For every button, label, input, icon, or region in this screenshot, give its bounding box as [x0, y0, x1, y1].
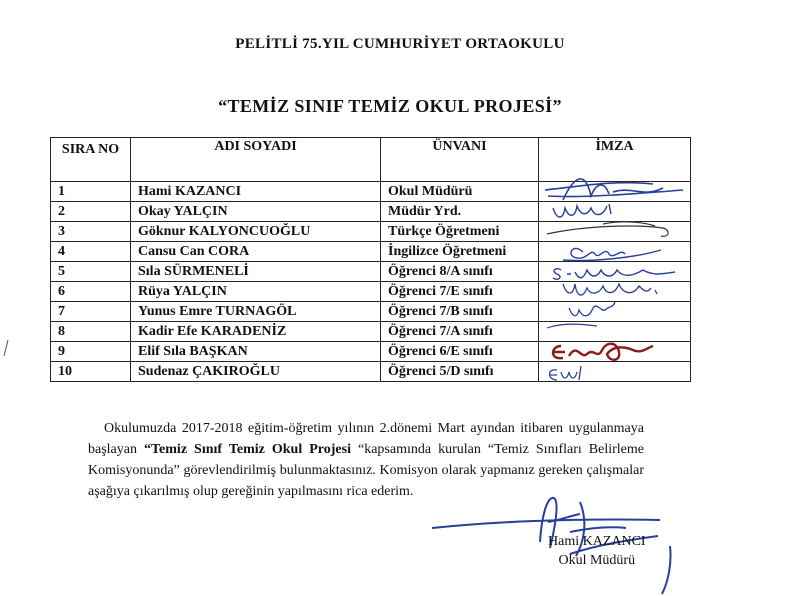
row-title: Türkçe Öğretmeni: [381, 222, 539, 242]
col-header-name: ADI SOYADI: [131, 138, 381, 182]
row-name: Cansu Can CORA: [131, 242, 381, 262]
row-name: Rüya YALÇIN: [131, 282, 381, 302]
col-header-title: ÜNVANI: [381, 138, 539, 182]
project-title: “TEMİZ SINIF TEMİZ OKUL PROJESİ”: [218, 96, 562, 116]
row-name: Göknur KALYONCUOĞLU: [131, 222, 381, 242]
row-number: 4: [51, 242, 131, 262]
row-number: 1: [51, 182, 131, 202]
row-title: Öğrenci 7/E sınıfı: [381, 282, 539, 302]
closing-name: Hami KAZANCI: [548, 534, 646, 549]
letter-project-name: “Temiz Sınıf Temiz Okul Projesi: [144, 442, 351, 457]
row-number: 5: [51, 262, 131, 282]
row-number: 6: [51, 282, 131, 302]
row-title: Öğrenci 7/A sınıfı: [381, 322, 539, 342]
letter-body: [88, 418, 644, 502]
school-name: PELİTLİ 75.YIL CUMHURİYET ORTAOKULU: [235, 36, 565, 52]
letter-paragraph: [88, 418, 644, 502]
row-title: Öğrenci 8/A sınıfı: [381, 262, 539, 282]
commission-table: [50, 137, 691, 382]
letter-part1: Okulumuzda 2017-2018 eğitim-öğretim yılının 2.dönemi Mart ayından itibaren uygulanmaya başlayan: [88, 421, 644, 457]
table-header-row: [51, 138, 691, 182]
row-number: 8: [51, 322, 131, 342]
closing-title: Okul Müdürü: [558, 553, 636, 568]
stray-mark: [2, 338, 12, 358]
row-number: 3: [51, 222, 131, 242]
letter-part2: “kapsamında kurulan “Temiz Sınıfları Belirleme Komisyonunda” görevlendirilmiş bulunmaktasınız. Komisyon olarak yapmanız gereken çalışmalar aşağıya çıkarılmış olup gereğinin yapılmasını rica ederim.: [88, 442, 644, 499]
row-number: 10: [51, 362, 131, 382]
row-name: Sıla SÜRMENELİ: [131, 262, 381, 282]
row-name: Elif Sıla BAŞKAN: [131, 342, 381, 362]
row-title: Öğrenci 5/D sınıfı: [381, 362, 539, 382]
row-name: Yunus Emre TURNAGÖL: [131, 302, 381, 322]
row-number: 7: [51, 302, 131, 322]
row-name: Okay YALÇIN: [131, 202, 381, 222]
row-name: Kadir Efe KARADENİZ: [131, 322, 381, 342]
signature-graphic: [543, 356, 693, 386]
row-title: İngilizce Öğretmeni: [381, 242, 539, 262]
row-signature: [539, 362, 691, 382]
table-row: [51, 362, 691, 382]
row-number: 9: [51, 342, 131, 362]
row-name: Hami KAZANCI: [131, 182, 381, 202]
col-header-no: SIRA NO: [51, 138, 131, 182]
row-name: Sudenaz ÇAKIROĞLU: [131, 362, 381, 382]
row-title: Müdür Yrd.: [381, 202, 539, 222]
row-title: Öğrenci 6/E sınıfı: [381, 342, 539, 362]
row-title: Öğrenci 7/B sınıfı: [381, 302, 539, 322]
closing-block: [548, 532, 646, 570]
row-number: 2: [51, 202, 131, 222]
row-title: Okul Müdürü: [381, 182, 539, 202]
col-header-signature: İMZA: [539, 138, 691, 182]
